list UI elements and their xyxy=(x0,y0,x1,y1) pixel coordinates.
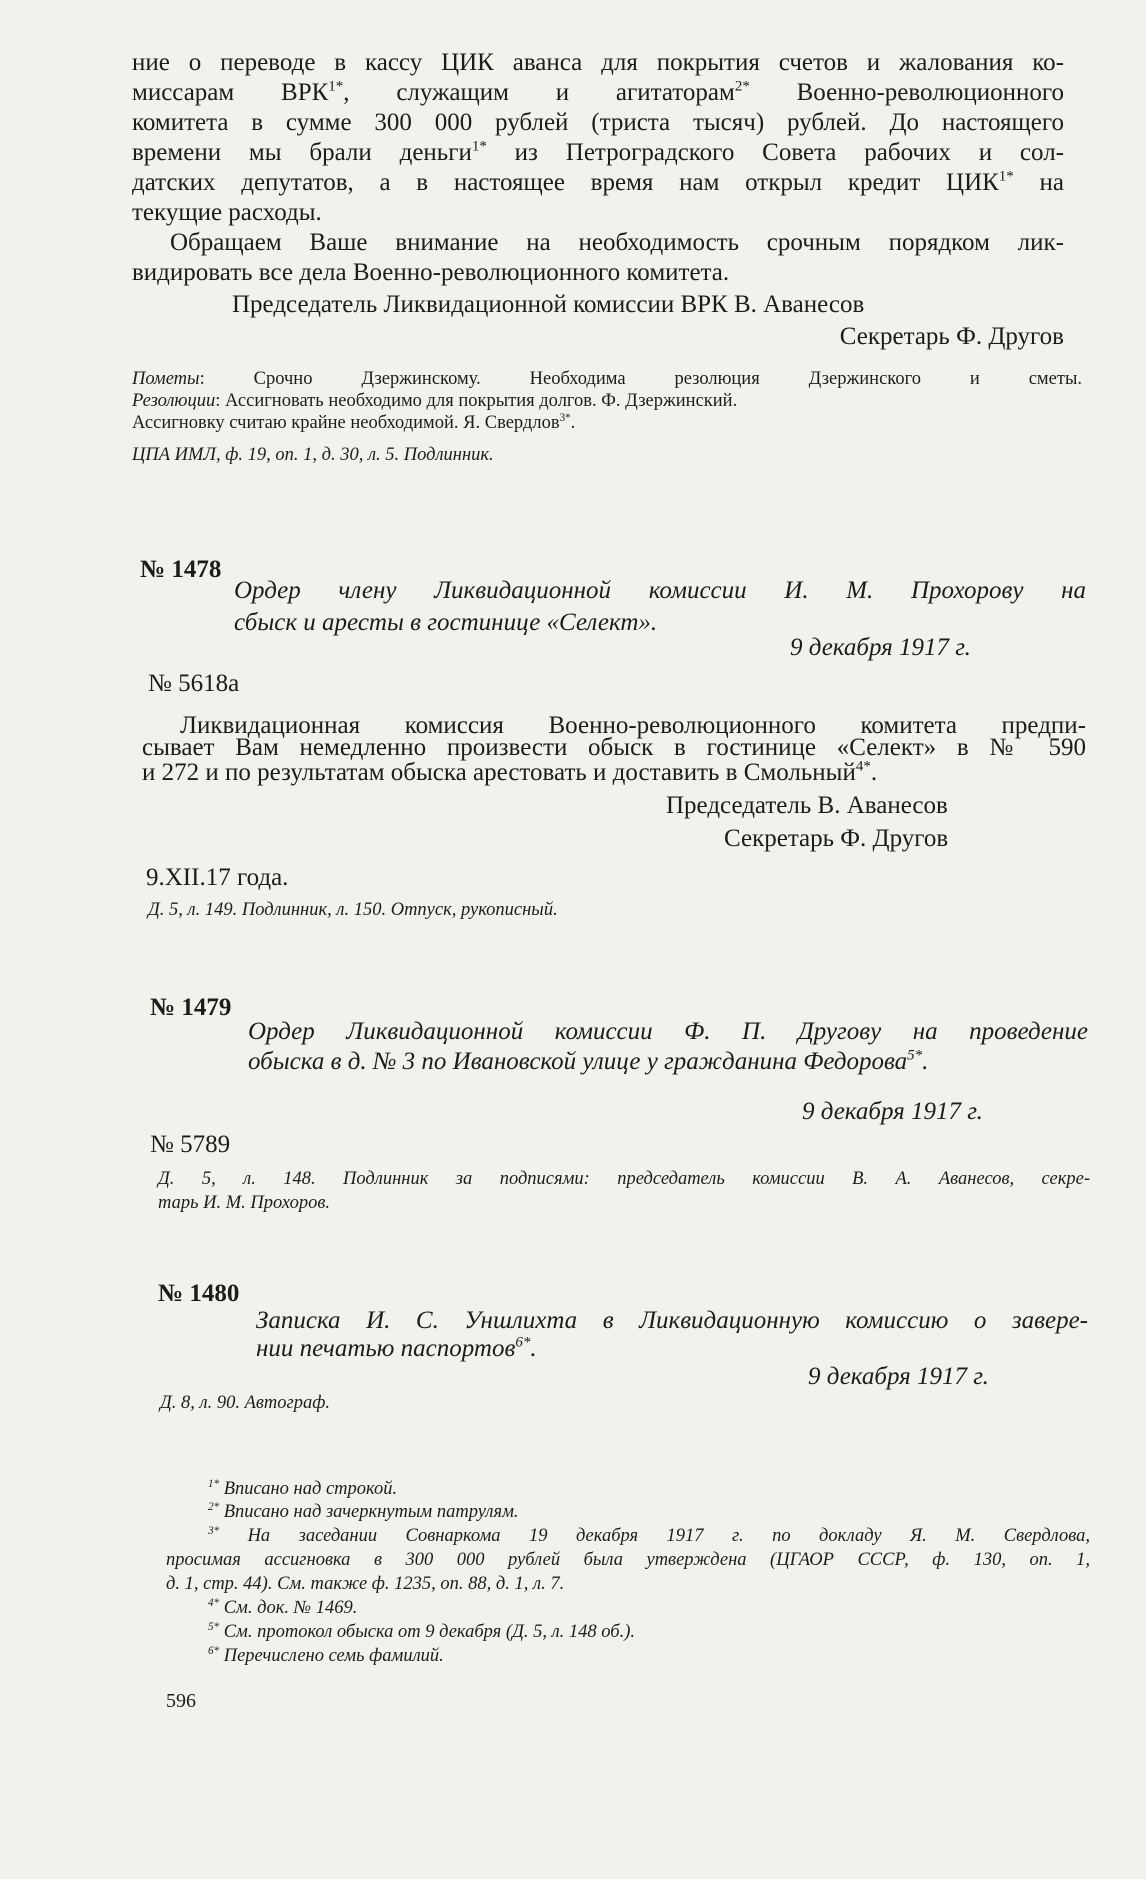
intro-line-7: Обращаем Ваше внимание на необходимость срочным порядком лик- xyxy=(170,229,1064,256)
intro-source: ЦПА ИМЛ, ф. 19, оп. 1, д. 30, л. 5. Подлинник. xyxy=(132,445,494,465)
doc-1478-body-1: Ликвидационная комиссия Военно-революционного комитета предпи- xyxy=(180,712,1086,739)
doc-1478-ref: № 5618а xyxy=(148,670,240,697)
footnote-3: $^{3*}$ На заседании Совнаркома 19 декабря 1917 г. по докладу Я. М. Свердлова, xyxy=(208,1524,1090,1546)
intro-line-2: миссарам $ВРК^{1*}$, служащим и агитаторам$^{2*}$ Военно-революционного xyxy=(132,78,1064,106)
intro-line-6: текущие расходы. xyxy=(132,199,322,226)
intro-line-3: комитета в сумме 300 000 рублей (триста тысяч) рублей. До настоящего xyxy=(132,109,1064,136)
doc-1479-source-1: Д. 5, л. 148. Подлинник за подписями: председатель комиссии В. А. Аванесов, секре- xyxy=(158,1169,1090,1189)
footnote-3-cont-2: д. 1, стр. 44). См. также ф. 1235, оп. 88, д. 1, л. 7. xyxy=(166,1574,565,1594)
intro-line-4: времени мы брали деньги$^{1*}$ из Петроградского Совета рабочих и сол- xyxy=(132,138,1064,166)
intro-chairman-signature: Председатель Ликвидационной комиссии ВРК В. Аванесов xyxy=(232,291,865,318)
footnote-5: $^{5*}$ См. протокол обыска от 9 декабря (Д. 5, л. 148 об.). xyxy=(208,1620,636,1642)
intro-resolutions-2: Ассигновку считаю крайне необходимой. Я. Свердлов$^{3*}$. xyxy=(132,411,576,433)
doc-1478-sign-date: 9.XII.17 года. xyxy=(146,864,289,891)
intro-marks: Пометы: Срочно Дзержинскому. Необходима резолюция Дзержинского и сметы. xyxy=(132,369,1082,389)
doc-1479-title-1: Ордер Ликвидационной комиссии Ф. П. Другову на проведение xyxy=(248,1018,1088,1045)
intro-line-1: ние о переводе в кассу ЦИК аванса для покрытия счетов и жалования ко- xyxy=(132,49,1064,76)
doc-1478-chairman: Председатель В. Аванесов xyxy=(666,792,948,819)
intro-resolutions: Резолюции: Ассигновать необходимо для покрытия долгов. Ф. Дзержинский. xyxy=(132,391,738,411)
doc-1478-title-2: сбыск и аресты в гостинице «Селект». xyxy=(234,609,658,636)
doc-1478-number: № 1478 xyxy=(140,556,222,583)
doc-1479-source-2: тарь И. М. Прохоров. xyxy=(158,1193,331,1213)
doc-1478-body-3: и 272 и по результатам обыска арестовать и доставить в Смольный$^{4*}$. xyxy=(142,758,878,786)
doc-1480-date: 9 декабря 1917 г. xyxy=(808,1363,989,1390)
intro-secretary-signature: Секретарь Ф. Другов xyxy=(839,323,1064,350)
doc-1478-body-2: сывает Вам немедленно произвести обыск в гостинице «Селект» в № 590 xyxy=(142,734,1086,761)
footnote-4: $^{4*}$ См. док. № 1469. xyxy=(208,1596,358,1618)
doc-1478-title-1: Ордер члену Ликвидационной комиссии И. М. Прохорову на xyxy=(234,577,1086,604)
footnote-3-cont-1: просимая ассигновка в 300 000 рублей была утверждена (ЦГАОР СССР, ф. 130, оп. 1, xyxy=(166,1550,1090,1570)
doc-1479-ref: № 5789 xyxy=(150,1131,231,1158)
doc-1480-title-1: Записка И. С. Уншлихта в Ликвидационную комиссию о завере- xyxy=(256,1307,1088,1334)
doc-1480-source: Д. 8, л. 90. Автограф. xyxy=(160,1393,331,1413)
footnote-6: $^{6*}$ Перечислено семь фамилий. xyxy=(208,1644,444,1666)
doc-1478-secretary: Секретарь Ф. Другов xyxy=(724,825,949,852)
doc-1479-date: 9 декабря 1917 г. xyxy=(802,1098,983,1125)
doc-1479-number: № 1479 xyxy=(150,994,232,1021)
intro-line-8: видировать все дела Военно-революционного комитета. xyxy=(132,259,730,286)
doc-1480-title-2: нии печатью паспортов$^{6*}$. xyxy=(256,1334,537,1362)
doc-1480-number: № 1480 xyxy=(158,1280,240,1307)
doc-1479-title-2: обыска в д. № 3 по Ивановской улице у гражданина Федорова$^{5*}$. xyxy=(248,1047,929,1075)
footnote-1: $^{1*}$ Вписано над строкой. xyxy=(208,1477,398,1499)
page-number: 596 xyxy=(166,1690,196,1712)
doc-1478-source: Д. 5, л. 149. Подлинник, л. 150. Отпуск, рукописный. xyxy=(148,900,558,920)
intro-line-5: датских депутатов, а в настоящее время нам открыл кредит $ЦИК^{1*}$ на xyxy=(132,168,1064,196)
doc-1478-date: 9 декабря 1917 г. xyxy=(790,634,971,661)
footnote-2: $^{2*}$ Вписано над зачеркнутым патрулям. xyxy=(208,1500,519,1522)
